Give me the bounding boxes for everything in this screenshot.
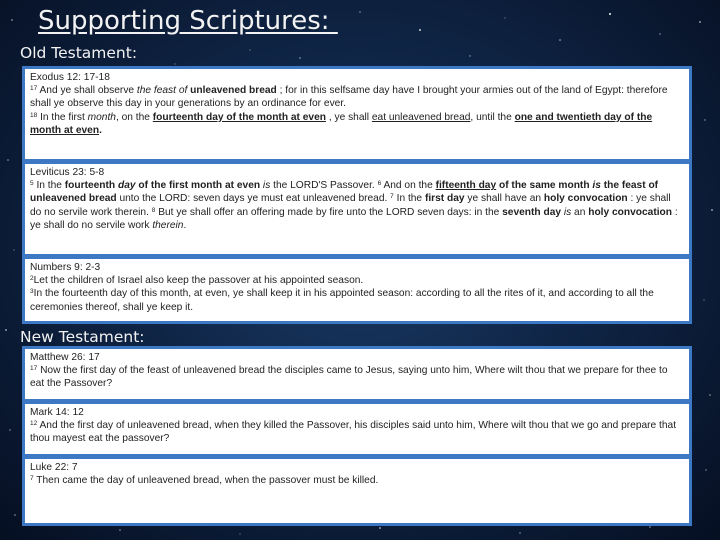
scripture-reference: Mark 14: 12 [30, 407, 84, 418]
scripture-box-exodus [22, 66, 692, 162]
verse-text: the feast of [136, 85, 188, 97]
verse [30, 419, 684, 445]
verse [30, 84, 684, 110]
scripture-reference: Matthew 26: 17 [30, 352, 100, 363]
verse-number: 7 [30, 475, 34, 483]
scripture-reference: Exodus 12: 17-18 [30, 72, 110, 83]
verse-text: Let the children of Israel also keep the passover at his appointed season. [33, 275, 364, 287]
verse-text: unto the LORD: seven days ye must eat unleavened bread. [116, 193, 391, 205]
verse-number: 8 [151, 206, 156, 214]
verse-text: In the fourteenth day of this month, at even, ye shall keep it in his appointed season: according to all the rites of it, and according to all the ceremonies thereof, shall ye keep it. [30, 288, 654, 313]
verse-text: month [87, 111, 116, 123]
verse-text: ye shall have an [464, 193, 544, 205]
verse-text: fifteenth day [435, 180, 497, 192]
verse-text: unleavened bread [190, 85, 277, 97]
verse-text: And on the [381, 180, 436, 192]
verse-text: fourteenth [64, 180, 116, 192]
verse-text: first day [424, 193, 465, 205]
scripture-box-matthew [22, 346, 692, 402]
verse-text: an [571, 206, 589, 218]
verse-text: , ye shall [325, 111, 372, 123]
scripture-box-luke [22, 456, 692, 526]
verse-text: seventh day [502, 206, 562, 218]
old-testament-heading: Old Testament: [20, 44, 138, 62]
scripture-reference: Leviticus 23: 5-8 [30, 167, 105, 178]
verse-text: holy convocation [543, 193, 628, 205]
verse-number: 3 [30, 288, 34, 296]
verse-text: is [592, 180, 601, 192]
verse-number: 5 [30, 180, 34, 188]
verse-text: . [99, 124, 102, 136]
verse [30, 179, 684, 232]
verse [30, 111, 684, 137]
verse [30, 364, 684, 390]
verse-text: In the [33, 180, 65, 192]
verse-text: fourteenth day of the month at even [152, 111, 326, 123]
verse-number: 6 [377, 180, 382, 188]
verse [30, 274, 684, 287]
verse-text: is [260, 180, 274, 192]
verse-text: the LORD'S Passover. [273, 180, 378, 192]
verse-text: ; for in this selfsame day have I brought your armies out of the land of Egypt: therefore shall ye observe this day in your generations by an ordinance for ever. [30, 85, 668, 110]
verse-number: 7 [390, 193, 394, 201]
verse-text: one and twentieth day of the month at even [30, 111, 653, 136]
slide-title: Supporting Scriptures: [38, 6, 338, 36]
scripture-box-numbers [22, 256, 692, 324]
verse-text: . [183, 219, 187, 231]
verse-text: is [561, 206, 572, 218]
verse-number: 17 [30, 365, 38, 373]
verse-text: holy convocation [588, 206, 672, 218]
scripture-reference: Luke 22: 7 [30, 462, 78, 473]
verse-number: 18 [30, 111, 38, 119]
verse-text: , on the [115, 111, 153, 123]
verse [30, 474, 684, 487]
verse-text: And the first day of unleavened bread, when they killed the Passover, his disciples said unto him, Where wilt thou that we go and prepare that thou mayest eat the passover? [30, 420, 677, 445]
verse-text: therein [152, 219, 184, 231]
verse-number: 17 [30, 85, 38, 93]
verse [30, 287, 684, 313]
verse-text: of the first month at even [135, 180, 261, 192]
verse-text: Then came the day of unleavened bread, when the passover must be killed. [33, 475, 379, 487]
new-testament-heading: New Testament: [20, 328, 145, 346]
verse-number: 2 [30, 275, 34, 283]
verse-text: And ye shall observe [37, 85, 137, 97]
verse-text: Now the first day of the feast of unleavened bread the disciples came to Jesus, saying unto him, Where wilt thou that we prepare for thee to eat the Passover? [30, 365, 668, 390]
verse-text: But ye shall offer an offering made by fire unto the LORD seven days: in the [155, 206, 503, 218]
scripture-reference: Numbers 9: 2-3 [30, 262, 101, 273]
verse-text: eat unleavened bread [371, 111, 471, 123]
verse-number: 12 [30, 420, 38, 428]
verse-text: day [118, 180, 136, 192]
verse-text: : ye shall do no servile work [30, 206, 678, 231]
verse-text: : ye shall do no servile work therein. [30, 193, 671, 218]
verse-text: the feast of unleavened bread [30, 180, 659, 205]
scripture-box-mark [22, 401, 692, 457]
verse-text: of the same month [496, 180, 593, 192]
verse-text: In the first [37, 111, 88, 123]
scripture-box-leviticus [22, 161, 692, 257]
verse-text: , until the [470, 111, 515, 123]
verse-text: In the [393, 193, 425, 205]
